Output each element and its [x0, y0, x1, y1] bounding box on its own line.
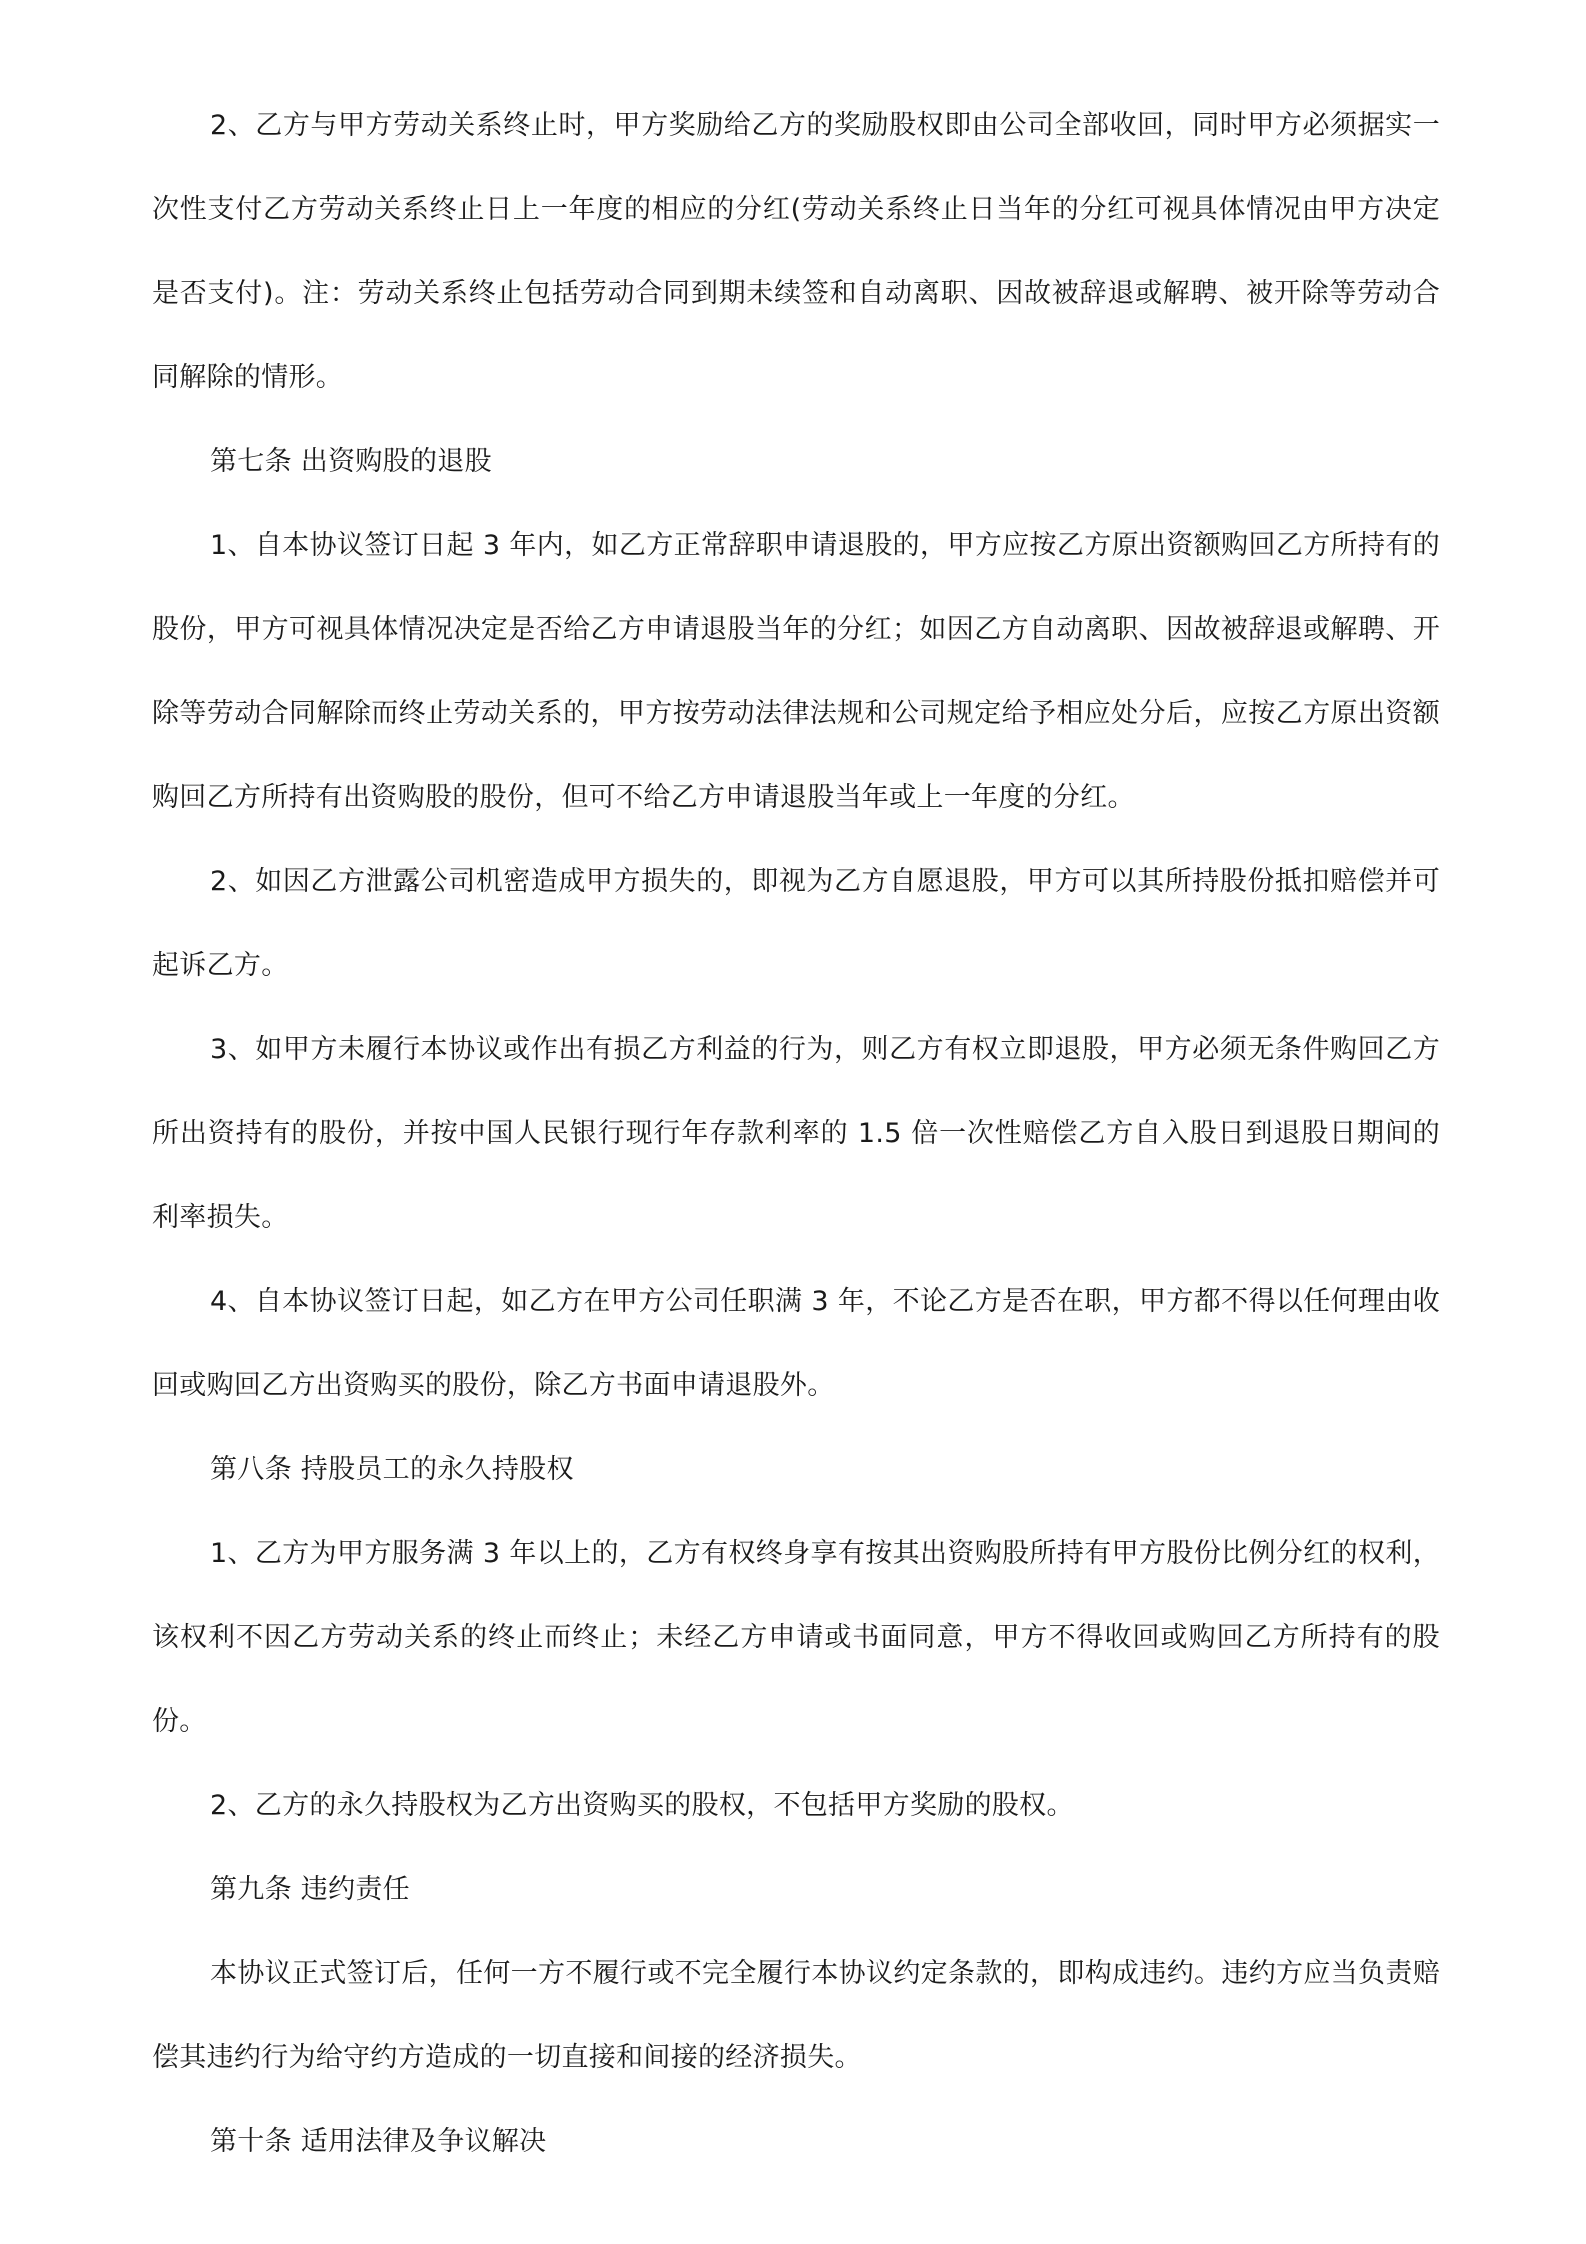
- article-8-item-2: 2、乙方的永久持股权为乙方出资购买的股权，不包括甲方奖励的股权。: [210, 1790, 1074, 1821]
- clause-6-item-2: 2、乙方与甲方劳动关系终止时，甲方奖励给乙方的奖励股权即由公司全部收回，同时甲方必须据实一次性支付乙方劳动关系终止日上一年度的相应的分红(劳动关系终止日当年的分红可视具体情况由甲方决定是否支付)。注：劳动关系终止包括劳动合同到期未续签和自动离职、因故被辞退或解聘、被开除等劳动合同解除的情形。: [152, 110, 1440, 393]
- article-10-heading: 第十条 适用法律及争议解决: [210, 2126, 547, 2157]
- article-7-item-4: 4、自本协议签订日起，如乙方在甲方公司任职满 3 年，不论乙方是否在职，甲方都不得以任何理由收回或购回乙方出资购买的股份，除乙方书面申请退股外。: [152, 1286, 1440, 1401]
- document-page: [152, 84, 1440, 2184]
- article-7-item-1: 1、自本协议签订日起 3 年内，如乙方正常辞职申请退股的，甲方应按乙方原出资额购回乙方所持有的股份，甲方可视具体情况决定是否给乙方申请退股当年的分红；如因乙方自动离职、因故被辞退或解聘、开除等劳动合同解除而终止劳动关系的，甲方按劳动法律法规和公司规定给予相应处分后，应按乙方原出资额购回乙方所持有出资购股的股份，但可不给乙方申请退股当年或上一年度的分红。: [152, 530, 1440, 813]
- article-9-body: 本协议正式签订后，任何一方不履行或不完全履行本协议约定条款的，即构成违约。违约方应当负责赔偿其违约行为给守约方造成的一切直接和间接的经济损失。: [152, 1958, 1440, 2073]
- article-7-item-2: 2、如因乙方泄露公司机密造成甲方损失的，即视为乙方自愿退股，甲方可以其所持股份抵扣赔偿并可起诉乙方。: [152, 866, 1440, 981]
- article-7-heading: 第七条 出资购股的退股: [210, 446, 492, 477]
- article-8-heading: 第八条 持股员工的永久持股权: [210, 1454, 574, 1485]
- article-7-item-3: 3、如甲方未履行本协议或作出有损乙方利益的行为，则乙方有权立即退股，甲方必须无条件购回乙方所出资持有的股份，并按中国人民银行现行年存款利率的 1.5 倍一次性赔偿乙方自入股日到退股日期间的利率损失。: [152, 1034, 1440, 1233]
- article-9-heading: 第九条 违约责任: [210, 1874, 410, 1905]
- article-8-item-1: 1、乙方为甲方服务满 3 年以上的，乙方有权终身享有按其出资购股所持有甲方股份比例分红的权利，该权利不因乙方劳动关系的终止而终止；未经乙方申请或书面同意，甲方不得收回或购回乙方所持有的股份。: [152, 1538, 1440, 1737]
